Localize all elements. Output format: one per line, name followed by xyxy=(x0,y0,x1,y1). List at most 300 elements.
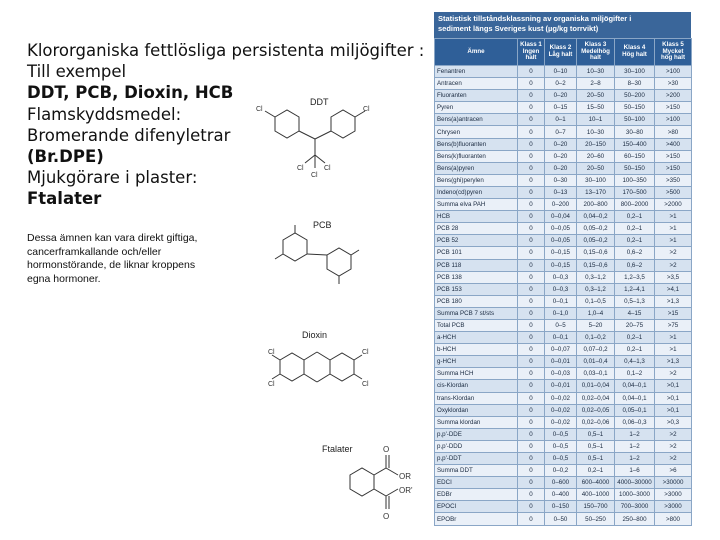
class-range-cell: >75 xyxy=(655,319,692,331)
class-range-cell: 0–50 xyxy=(545,513,577,525)
table-row xyxy=(435,223,692,235)
description-line-3: hormonstörande, de liknar kroppens xyxy=(27,259,196,271)
class-range-cell: 0,3–1,2 xyxy=(577,283,615,295)
class-range-cell: 0–1 xyxy=(545,114,577,126)
class-range-cell: 0,01–0,4 xyxy=(577,356,615,368)
table-row xyxy=(435,114,692,126)
class-range-cell: 0–0,5 xyxy=(545,428,577,440)
table-row xyxy=(435,138,692,150)
class-range-cell: 0,5–1 xyxy=(577,453,615,465)
class-range-cell: 10–30 xyxy=(577,66,615,78)
substance-cell: PCB 153 xyxy=(435,283,518,295)
class-range-cell: 5–20 xyxy=(577,319,615,331)
description-line-2: cancerframkallande och/eller xyxy=(27,245,162,258)
table-row xyxy=(435,211,692,223)
class-range-cell: 0,5–1,3 xyxy=(615,295,655,307)
substance-cell: Bens(ghi)perylen xyxy=(435,174,518,186)
class-range-cell: 0 xyxy=(518,211,545,223)
ftalat-o-1: O xyxy=(383,445,390,454)
class-range-cell: 0 xyxy=(518,332,545,344)
class-range-cell: 0 xyxy=(518,78,545,90)
class-range-cell: 0 xyxy=(518,380,545,392)
ddt-cl-4: Cl xyxy=(324,165,331,172)
class-range-cell: 50–250 xyxy=(577,513,615,525)
substance-cell: Fenantren xyxy=(435,66,518,78)
class-range-cell: 20–75 xyxy=(615,319,655,331)
class-range-cell: >3000 xyxy=(655,489,692,501)
substance-cell: a-HCH xyxy=(435,332,518,344)
class-range-cell: 0–20 xyxy=(545,90,577,102)
class-range-cell: >80 xyxy=(655,126,692,138)
table-row xyxy=(435,319,692,331)
heading-line-2: Till exempel xyxy=(27,62,127,82)
class-range-cell: 0–2 xyxy=(545,78,577,90)
substance-cell: Summa HCH xyxy=(435,368,518,380)
ddt-structure xyxy=(255,95,375,180)
class-range-cell: 60–150 xyxy=(615,150,655,162)
class-range-cell: 0 xyxy=(518,428,545,440)
substance-cell: EDCI xyxy=(435,477,518,489)
table-row xyxy=(435,307,692,319)
class-range-cell: 0 xyxy=(518,477,545,489)
class-range-cell: >150 xyxy=(655,150,692,162)
substance-cell: EPOBr xyxy=(435,513,518,525)
substance-cell: Summa DDT xyxy=(435,465,518,477)
substance-cell: Fluoranten xyxy=(435,90,518,102)
substance-cell: Summa elva PAH xyxy=(435,199,518,211)
table-header-cell: Klass 2 Låg halt xyxy=(545,39,577,66)
class-range-cell: 0–0,05 xyxy=(545,235,577,247)
class-range-cell: >1 xyxy=(655,211,692,223)
table-row xyxy=(435,368,692,380)
class-range-cell: 0–0,3 xyxy=(545,283,577,295)
table-row xyxy=(435,247,692,259)
class-range-cell: 0,2–1 xyxy=(615,211,655,223)
substance-cell: p,p'-DDD xyxy=(435,440,518,452)
heading-line-8: Ftalater xyxy=(27,189,102,209)
class-range-cell: 0–0,01 xyxy=(545,380,577,392)
substance-cell: Bens(k)fluoranten xyxy=(435,150,518,162)
table-row xyxy=(435,440,692,452)
class-range-cell: 0 xyxy=(518,295,545,307)
class-range-cell: 0,3–1,2 xyxy=(577,271,615,283)
class-range-cell: 0 xyxy=(518,126,545,138)
table-title xyxy=(434,12,691,38)
class-range-cell: 4–15 xyxy=(615,307,655,319)
class-range-cell: 100–350 xyxy=(615,174,655,186)
ddt-cl-3: Cl xyxy=(297,165,304,172)
class-range-cell: 0,15–0,6 xyxy=(577,259,615,271)
dioxin-cl-2: Cl xyxy=(268,381,275,388)
class-range-cell: 0–0,5 xyxy=(545,453,577,465)
class-range-cell: >4,1 xyxy=(655,283,692,295)
table-row xyxy=(435,174,692,186)
class-range-cell: 0–0,02 xyxy=(545,392,577,404)
substance-cell: Bens(b)fluoranten xyxy=(435,138,518,150)
class-range-cell: 1–6 xyxy=(615,465,655,477)
class-range-cell: >1,3 xyxy=(655,295,692,307)
substance-cell: PCB 28 xyxy=(435,223,518,235)
dioxin-cl-4: Cl xyxy=(362,381,369,388)
class-range-cell: 0,1–0,5 xyxy=(577,295,615,307)
class-range-cell: 0,15–0,6 xyxy=(577,247,615,259)
class-range-cell: 0–0,2 xyxy=(545,465,577,477)
table-row xyxy=(435,199,692,211)
class-range-cell: 700–3000 xyxy=(615,501,655,513)
substance-cell: PCB 138 xyxy=(435,271,518,283)
table-header-cell: Ämne xyxy=(435,39,518,66)
class-range-cell: 0,01–0,04 xyxy=(577,380,615,392)
class-range-cell: 0,6–2 xyxy=(615,247,655,259)
heading-line-7: Mjukgörare i plaster: xyxy=(27,168,198,188)
class-range-cell: 13–170 xyxy=(577,186,615,198)
class-range-cell: >0,1 xyxy=(655,380,692,392)
class-range-cell: 0 xyxy=(518,235,545,247)
class-range-cell: 0–13 xyxy=(545,186,577,198)
class-range-cell: 0 xyxy=(518,138,545,150)
class-range-cell: 0–20 xyxy=(545,162,577,174)
class-range-cell: 0–0,02 xyxy=(545,404,577,416)
class-range-cell: 0,2–1 xyxy=(615,344,655,356)
class-range-cell: 170–500 xyxy=(615,186,655,198)
class-range-cell: 0–0,04 xyxy=(545,211,577,223)
class-range-cell: >150 xyxy=(655,102,692,114)
class-range-cell: 800–2000 xyxy=(615,199,655,211)
class-range-cell: 0–0,3 xyxy=(545,271,577,283)
substance-cell: Indeno(cd)pyren xyxy=(435,186,518,198)
class-range-cell: >0,1 xyxy=(655,392,692,404)
class-range-cell: 0 xyxy=(518,489,545,501)
table-row xyxy=(435,356,692,368)
class-range-cell: >500 xyxy=(655,186,692,198)
substance-cell: Antracen xyxy=(435,78,518,90)
table-row xyxy=(435,66,692,78)
table-row xyxy=(435,404,692,416)
class-range-cell: 0–150 xyxy=(545,501,577,513)
table-row xyxy=(435,501,692,513)
table-row xyxy=(435,90,692,102)
heading-line-3: DDT, PCB, Dioxin, HCB xyxy=(27,83,234,103)
class-range-cell: 0,02–0,04 xyxy=(577,392,615,404)
class-range-cell: >2 xyxy=(655,428,692,440)
class-range-cell: >2 xyxy=(655,453,692,465)
class-range-cell: 0–30 xyxy=(545,174,577,186)
class-range-cell: 0–0,5 xyxy=(545,440,577,452)
class-range-cell: 0–7 xyxy=(545,126,577,138)
class-range-cell: >3000 xyxy=(655,501,692,513)
class-range-cell: 0 xyxy=(518,368,545,380)
ddt-cl-5: Cl xyxy=(311,172,318,179)
class-range-cell: 0–20 xyxy=(545,138,577,150)
class-range-cell: 0,1–2 xyxy=(615,368,655,380)
class-range-cell: 0 xyxy=(518,453,545,465)
class-range-cell: 0–0,01 xyxy=(545,356,577,368)
table-title-line-2: sediment längs Sveriges kust (µg/kg torrvikt) xyxy=(438,24,599,33)
class-range-cell: 0 xyxy=(518,416,545,428)
description-line-1: Dessa ämnen kan vara direkt giftiga, xyxy=(27,232,198,244)
table-row xyxy=(435,126,692,138)
table-row xyxy=(435,295,692,307)
class-range-cell: 0 xyxy=(518,66,545,78)
class-range-cell: >0,1 xyxy=(655,404,692,416)
substance-cell: Pyren xyxy=(435,102,518,114)
class-range-cell: 1,2–4,1 xyxy=(615,283,655,295)
class-range-cell: 0,2–1 xyxy=(577,465,615,477)
class-range-cell: 50–150 xyxy=(615,162,655,174)
class-range-cell: 0 xyxy=(518,259,545,271)
class-range-cell: >1 xyxy=(655,344,692,356)
class-range-cell: 2–8 xyxy=(577,78,615,90)
table-body xyxy=(435,66,692,526)
substance-cell: PCB 101 xyxy=(435,247,518,259)
substance-cell: PCB 52 xyxy=(435,235,518,247)
class-range-cell: 0–0,1 xyxy=(545,332,577,344)
table-row xyxy=(435,283,692,295)
description-text xyxy=(27,232,227,286)
class-range-cell: 0,04–0,2 xyxy=(577,211,615,223)
class-range-cell: 0 xyxy=(518,356,545,368)
description-line-4: egna hormoner. xyxy=(27,272,101,285)
table-row xyxy=(435,150,692,162)
class-range-cell: 1000–3000 xyxy=(615,489,655,501)
class-range-cell: 0 xyxy=(518,440,545,452)
dioxin-structure xyxy=(268,330,378,415)
class-range-cell: 0,5–1 xyxy=(577,440,615,452)
class-range-cell: 0,04–0,1 xyxy=(615,380,655,392)
class-range-cell: 30–80 xyxy=(615,126,655,138)
class-range-cell: 1,0–4 xyxy=(577,307,615,319)
class-range-cell: 0–400 xyxy=(545,489,577,501)
table-header-cell: Klass 1 Ingen halt xyxy=(518,39,545,66)
class-range-cell: 0,2–1 xyxy=(615,332,655,344)
class-range-cell: 0 xyxy=(518,186,545,198)
class-range-cell: 0 xyxy=(518,344,545,356)
class-range-cell: 1–2 xyxy=(615,440,655,452)
table-row xyxy=(435,513,692,525)
class-range-cell: 30–100 xyxy=(615,66,655,78)
class-range-cell: >6 xyxy=(655,465,692,477)
class-range-cell: 4000–30000 xyxy=(615,477,655,489)
class-range-cell: 0 xyxy=(518,513,545,525)
class-range-cell: 0 xyxy=(518,501,545,513)
class-range-cell: 0,5–1 xyxy=(577,428,615,440)
class-range-cell: 0–0,03 xyxy=(545,368,577,380)
class-range-cell: >150 xyxy=(655,162,692,174)
table-row xyxy=(435,453,692,465)
table-header-cell: Klass 5 Mycket hög halt xyxy=(655,39,692,66)
class-range-cell: 150–400 xyxy=(615,138,655,150)
class-range-cell: >30 xyxy=(655,78,692,90)
class-range-cell: 0 xyxy=(518,102,545,114)
substance-cell: Bens(a)antracen xyxy=(435,114,518,126)
class-range-cell: 0,04–0,1 xyxy=(615,392,655,404)
class-range-cell: 0–600 xyxy=(545,477,577,489)
class-range-cell: 20–60 xyxy=(577,150,615,162)
class-range-cell: 0 xyxy=(518,199,545,211)
class-range-cell: >30000 xyxy=(655,477,692,489)
class-range-cell: 0,05–0,2 xyxy=(577,223,615,235)
class-range-cell: 8–30 xyxy=(615,78,655,90)
class-range-cell: 0–0,02 xyxy=(545,416,577,428)
class-range-cell: 1–2 xyxy=(615,453,655,465)
class-range-cell: 0,06–0,3 xyxy=(615,416,655,428)
class-range-cell: >2 xyxy=(655,440,692,452)
heading-line-4: Flamskyddsmedel: xyxy=(27,104,182,124)
table-row xyxy=(435,392,692,404)
classification-table xyxy=(434,12,691,526)
class-range-cell: 50–150 xyxy=(615,102,655,114)
table-row xyxy=(435,78,692,90)
class-range-cell: 0 xyxy=(518,392,545,404)
substance-cell: cis-Klordan xyxy=(435,380,518,392)
class-range-cell: 150–700 xyxy=(577,501,615,513)
class-range-cell: 0 xyxy=(518,319,545,331)
table-header-row xyxy=(435,39,692,66)
substance-cell: p,p'-DDT xyxy=(435,453,518,465)
class-range-cell: 0,05–0,1 xyxy=(615,404,655,416)
table-row xyxy=(435,416,692,428)
class-range-cell: 0–5 xyxy=(545,319,577,331)
substance-cell: HCB xyxy=(435,211,518,223)
class-range-cell: 0 xyxy=(518,283,545,295)
pcb-label: PCB xyxy=(313,220,332,230)
table-title-line-1: Statistisk tillståndsklassning av organiska miljögifter i xyxy=(438,14,632,23)
class-range-cell: >200 xyxy=(655,90,692,102)
class-range-cell: 0–0,07 xyxy=(545,344,577,356)
class-range-cell: 30–100 xyxy=(577,174,615,186)
table-row xyxy=(435,102,692,114)
dioxin-label: Dioxin xyxy=(302,330,328,340)
class-range-cell: >1 xyxy=(655,235,692,247)
class-range-cell: 0 xyxy=(518,90,545,102)
class-range-cell: >1 xyxy=(655,332,692,344)
class-range-cell: 600–4000 xyxy=(577,477,615,489)
class-range-cell: 0–1,0 xyxy=(545,307,577,319)
class-range-cell: 0–200 xyxy=(545,199,577,211)
class-range-cell: 0 xyxy=(518,162,545,174)
class-range-cell: 400–1000 xyxy=(577,489,615,501)
table-row xyxy=(435,332,692,344)
substance-cell: p,p'-DDE xyxy=(435,428,518,440)
class-range-cell: 10–1 xyxy=(577,114,615,126)
class-range-cell: 50–200 xyxy=(615,90,655,102)
table-row xyxy=(435,428,692,440)
ddt-cl-2: Cl xyxy=(363,106,370,113)
class-range-cell: >15 xyxy=(655,307,692,319)
class-range-cell: 0 xyxy=(518,174,545,186)
class-range-cell: >0,3 xyxy=(655,416,692,428)
table-header-cell: Klass 4 Hög halt xyxy=(615,39,655,66)
class-range-cell: 0 xyxy=(518,223,545,235)
class-range-cell: 20–50 xyxy=(577,162,615,174)
substance-cell: g-HCH xyxy=(435,356,518,368)
substance-cell: PCB 180 xyxy=(435,295,518,307)
class-range-cell: 0–20 xyxy=(545,150,577,162)
class-range-cell: 250–800 xyxy=(615,513,655,525)
class-range-cell: >1,3 xyxy=(655,356,692,368)
substance-cell: Bens(a)pyren xyxy=(435,162,518,174)
ddt-label: DDT xyxy=(310,97,329,107)
class-range-cell: 0–0,15 xyxy=(545,247,577,259)
class-range-cell: 0–15 xyxy=(545,102,577,114)
class-range-cell: 0 xyxy=(518,307,545,319)
class-range-cell: >400 xyxy=(655,138,692,150)
class-range-cell: 20–150 xyxy=(577,138,615,150)
class-range-cell: 0,03–0,1 xyxy=(577,368,615,380)
class-range-cell: 0 xyxy=(518,404,545,416)
class-range-cell: 20–50 xyxy=(577,90,615,102)
class-range-cell: 0 xyxy=(518,114,545,126)
table-row xyxy=(435,162,692,174)
class-range-cell: 0,2–1 xyxy=(615,223,655,235)
ftalat-o-2: O xyxy=(383,512,390,521)
class-range-cell: >100 xyxy=(655,66,692,78)
class-range-cell: 10–30 xyxy=(577,126,615,138)
substance-cell: Oxyklordan xyxy=(435,404,518,416)
substance-cell: EDBr xyxy=(435,489,518,501)
table-row xyxy=(435,186,692,198)
ftalat-or: OR xyxy=(399,472,411,481)
substance-cell: EPOCI xyxy=(435,501,518,513)
class-range-cell: >1 xyxy=(655,223,692,235)
class-range-cell: 0,6–2 xyxy=(615,259,655,271)
class-range-cell: 0,4–1,3 xyxy=(615,356,655,368)
class-range-cell: >800 xyxy=(655,513,692,525)
pcb-structure xyxy=(265,215,375,300)
class-range-cell: 0,05–0,2 xyxy=(577,235,615,247)
class-range-cell: 0 xyxy=(518,465,545,477)
class-range-cell: 0 xyxy=(518,271,545,283)
dioxin-cl-1: Cl xyxy=(268,349,275,356)
class-range-cell: 0 xyxy=(518,247,545,259)
table-row xyxy=(435,477,692,489)
class-range-cell: 0,07–0,2 xyxy=(577,344,615,356)
ftalater-structure xyxy=(322,435,430,535)
ftalat-or2: OR' xyxy=(399,486,413,495)
substance-cell: b-HCH xyxy=(435,344,518,356)
table-row xyxy=(435,271,692,283)
heading-line-5: Bromerande difenyletrar xyxy=(27,125,231,145)
class-range-cell: 0,02–0,06 xyxy=(577,416,615,428)
substance-cell: Summa klordan xyxy=(435,416,518,428)
class-range-cell: >2000 xyxy=(655,199,692,211)
table-row xyxy=(435,465,692,477)
substance-cell: trans-Klordan xyxy=(435,392,518,404)
class-range-cell: >2 xyxy=(655,368,692,380)
class-range-cell: 1,2–3,5 xyxy=(615,271,655,283)
class-range-cell: 0–0,1 xyxy=(545,295,577,307)
class-range-cell: >2 xyxy=(655,259,692,271)
table-row xyxy=(435,259,692,271)
class-range-cell: 0,02–0,05 xyxy=(577,404,615,416)
class-range-cell: 0–10 xyxy=(545,66,577,78)
class-range-cell: >350 xyxy=(655,174,692,186)
class-range-cell: 0–0,15 xyxy=(545,259,577,271)
heading-line-1: Klororganiska fettlösliga persistenta miljögifter : xyxy=(27,41,425,60)
table-header-cell: Klass 3 Medelhög halt xyxy=(577,39,615,66)
table-row xyxy=(435,380,692,392)
class-range-cell: >100 xyxy=(655,114,692,126)
dioxin-cl-3: Cl xyxy=(362,349,369,356)
substance-cell: Total PCB xyxy=(435,319,518,331)
class-range-cell: 50–100 xyxy=(615,114,655,126)
class-range-cell: 0,2–1 xyxy=(615,235,655,247)
substance-cell: Summa PCB 7 st/sts xyxy=(435,307,518,319)
class-range-cell: 0,1–0,2 xyxy=(577,332,615,344)
class-range-cell: >2 xyxy=(655,247,692,259)
class-range-cell: 1–2 xyxy=(615,428,655,440)
substance-cell: Chrysen xyxy=(435,126,518,138)
